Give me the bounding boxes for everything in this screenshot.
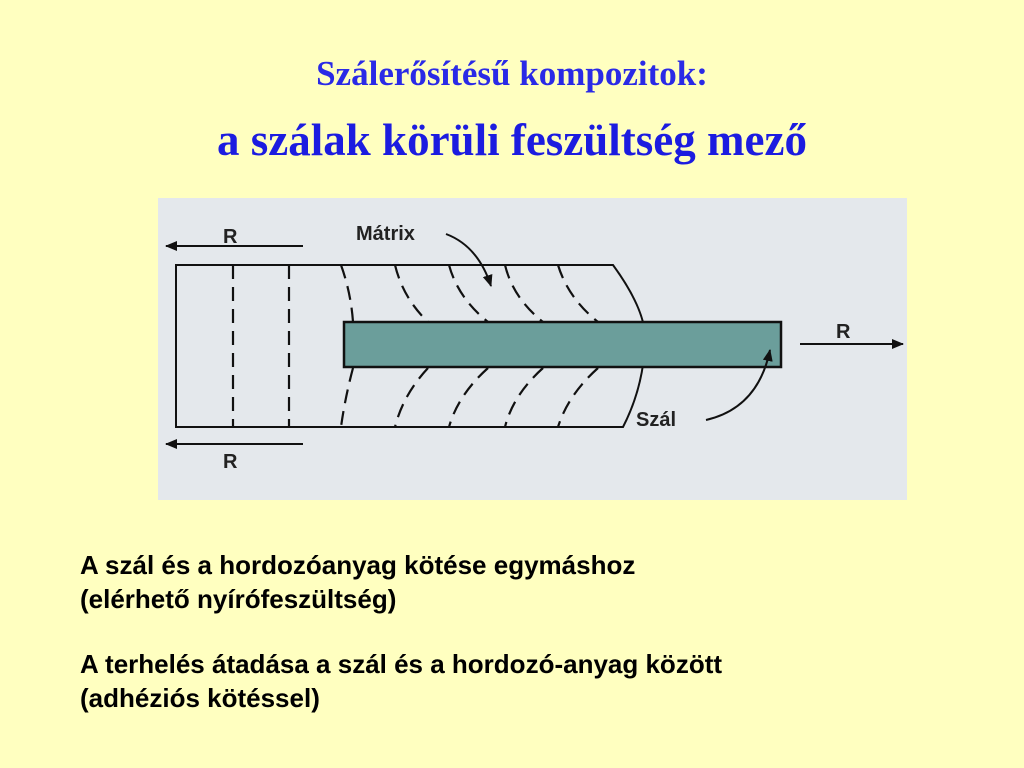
paragraph-load-transfer: [80, 647, 960, 715]
fiber: [344, 322, 781, 367]
fiber-label: Szál: [636, 409, 677, 431]
force-label-bottom: R: [223, 451, 238, 473]
upper-stress-lines: [341, 265, 598, 322]
paragraph-load-transfer-line1: A terhelés átadása a szál és a hordozó-anyag között: [80, 649, 723, 679]
force-label-top: R: [223, 226, 238, 248]
slide-title-line2: a szálak körüli feszültség mező: [217, 115, 807, 165]
paragraph-bond-line2: (elérhető nyírófeszültség): [80, 584, 397, 614]
slide-title-line1: Szálerősítésű kompozitok:: [316, 54, 708, 93]
matrix-label: Mátrix: [356, 223, 415, 245]
paragraph-load-transfer-line2: (adhéziós kötéssel): [80, 683, 320, 713]
force-label-right: R: [836, 321, 851, 343]
paragraph-bond: [80, 548, 960, 616]
stress-field-diagram: [158, 198, 907, 500]
lower-stress-lines: [341, 368, 598, 427]
paragraph-bond-line1: A szál és a hordozóanyag kötése egymáshoz: [80, 550, 636, 580]
